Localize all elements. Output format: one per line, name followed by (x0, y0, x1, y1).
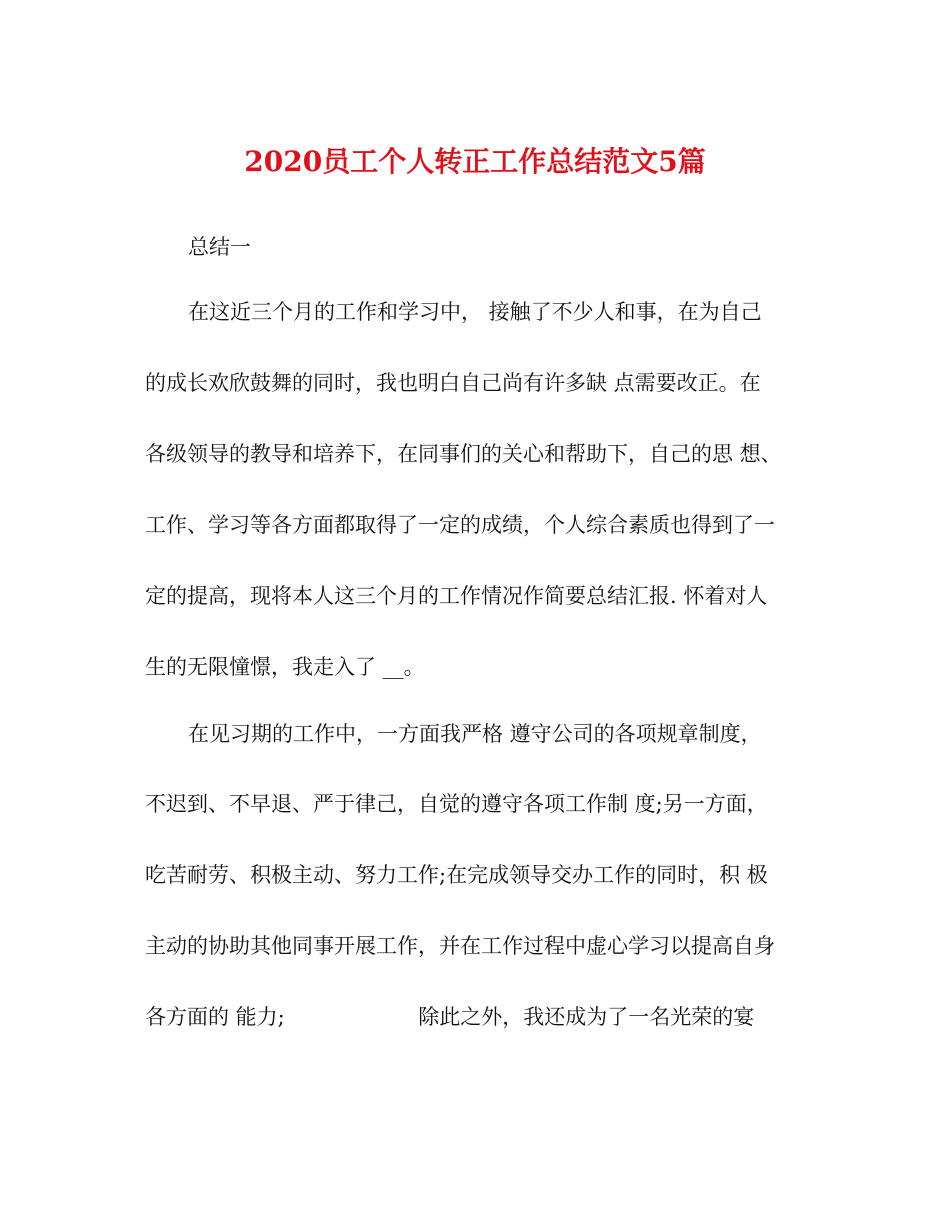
document-title: 2020员工个人转正工作总结范文5篇 (244, 145, 706, 178)
paragraph-line: 各方面的 能力; 除此之外，我还成为了一名光荣的宴 (145, 1005, 755, 1029)
paragraph-line: 工作、学习等各方面都取得了一定的成绩，个人综合素质也得到了一 (145, 513, 775, 537)
paragraph-line: 定的提高，现将本人这三个月的工作情况作简要总结汇报. 怀着对人 (145, 584, 768, 608)
paragraph-line: 吃苦耐劳、积极主动、努力工作;在完成领导交办工作的同时，积 极 (145, 863, 768, 887)
section-heading: 总结一 (188, 235, 251, 259)
paragraph-line: 生的无限憧憬，我走入了 __。 (145, 655, 425, 679)
paragraph-line: 各级领导的教导和培养下，在同事们的关心和帮助下，自己的思 想、 (145, 442, 782, 466)
paragraph-line: 主动的协助其他同事开展工作，并在工作过程中虚心学习以提高自身 (145, 934, 775, 958)
paragraph-line: 不迟到、不早退、严于律己，自觉的遵守各项工作制 度;另一方面， (145, 792, 768, 816)
paragraph-line: 在这近三个月的工作和学习中， 接触了不少人和事，在为自己 (188, 300, 762, 324)
paragraph-line: 的成长欢欣鼓舞的同时，我也明白自己尚有许多缺 点需要改正。在 (145, 371, 761, 395)
paragraph-line: 在见习期的工作中，一方面我严格 遵守公司的各项规章制度， (188, 722, 762, 746)
